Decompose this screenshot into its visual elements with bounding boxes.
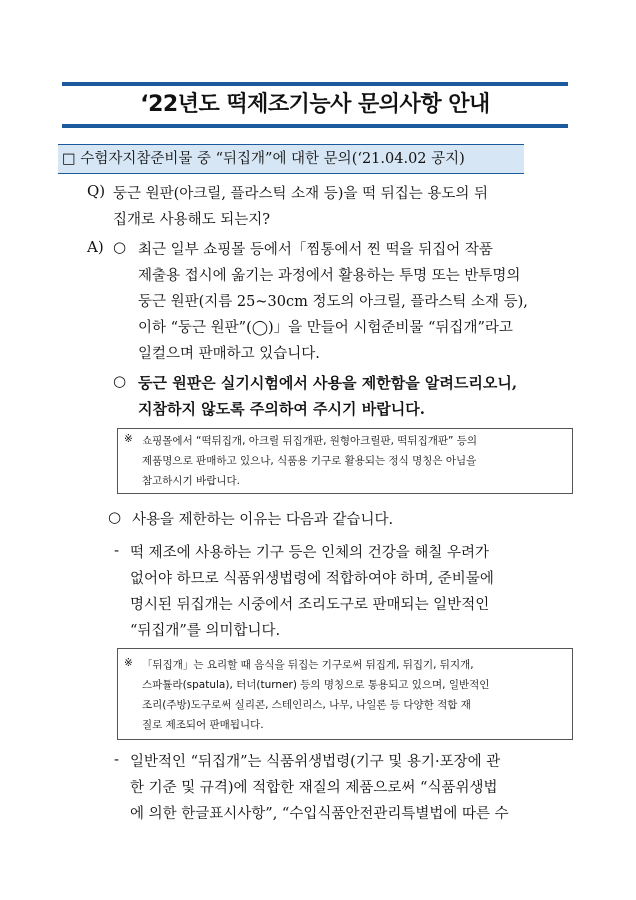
note-mark: ※	[124, 433, 133, 445]
question-line: 둥근 원판(아크릴, 플라스틱 소재 등)을 떡 뒤집는 용도의 뒤	[113, 186, 488, 202]
bullet-circle: ○	[113, 372, 127, 390]
note-mark: ※	[124, 657, 133, 669]
question-line: 집개로 사용해도 되는지?	[113, 212, 271, 228]
note-line: 스파튤라(spatula), 터너(turner) 등의 명칭으로 통용되고 있으며, 일반적인	[142, 679, 490, 691]
dash-item-line: 명시된 뒤집개는 시중에서 조리도구로 판매되는 일반적인	[130, 597, 490, 613]
note-line: 조리(주방)도구로써 실리콘, 스테인리스, 나무, 나일론 등 다양한 적합 재	[142, 699, 471, 711]
bullet-circle: ○	[113, 238, 127, 256]
note-box	[117, 428, 573, 494]
note-line: 쇼핑몰에서 “떡뒤집개, 아크릴 뒤집개판, 원형아크릴판, 떡뒤집개판” 등의	[142, 435, 478, 447]
title-block	[62, 82, 568, 128]
section-heading	[58, 144, 524, 174]
title-bottom-rule	[62, 124, 568, 128]
answer-p1-line: 이하 “둥근 원판”(◯)」을 만들어 시험준비물 “뒤집개”라고	[138, 320, 513, 336]
answer-p1-line: 제출용 접시에 옮기는 과정에서 활용하는 투명 또는 반투명의	[138, 268, 521, 284]
dash-item-line: “뒤집개”를 의미합니다.	[130, 623, 281, 639]
note-box	[117, 648, 573, 740]
answer-p2-line: 둥근 원판은 실기시험에서 사용을 제한함을 알려드리오니,	[138, 374, 518, 392]
bullet-circle: ○	[108, 508, 122, 526]
dash-item-line: 한 기준 및 규격)에 적합한 재질의 제품으로써 “식품위생법	[130, 780, 498, 796]
dash-item-line: 떡 제조에 사용하는 기구 등은 인체의 건강을 해칠 우려가	[130, 545, 490, 561]
section-heading-text: 수험자지참준비물 중 “뒤집개”에 대한 문의(‘21.04.02 공지)	[80, 151, 465, 167]
note-line: 참고하시기 바랍니다.	[142, 475, 240, 487]
dash-item-line: 일반적인 “뒤집개”는 식품위생법령(기구 및 용기·포장에 관	[130, 754, 501, 770]
dash-marker: -	[114, 750, 120, 768]
answer-p1-line: 최근 일부 쇼핑몰 등에서「찜통에서 찐 떡을 뒤집어 작품	[138, 242, 493, 258]
answer-p2-line: 지참하지 않도록 주의하여 주시기 바랍니다.	[138, 400, 425, 418]
note-line: 질로 제조되어 판매됩니다.	[142, 719, 264, 731]
note-line: 제품명으로 판매하고 있으나, 식품용 기구로 활용되는 정식 명칭은 아님을	[142, 455, 477, 467]
answer-p3-line: 사용을 제한하는 이유는 다음과 같습니다.	[132, 512, 394, 528]
answer-p1-line: 일컬으며 판매하고 있습니다.	[138, 346, 320, 362]
answer-p1-line: 둥근 원판(지름 25~30cm 정도의 아크릴, 플라스틱 소재 등),	[138, 294, 528, 310]
question-marker: Q)	[87, 182, 106, 200]
dash-item-line: 없어야 하므로 식품위생법령에 적합하여야 하며, 준비물에	[130, 571, 494, 587]
answer-marker: A)	[87, 238, 104, 256]
page-title: ‘22년도 떡제조기능사 문의사항 안내	[140, 92, 490, 117]
note-line: 「뒤집개」는 요리할 때 음식을 뒤집는 기구로써 뒤집게, 뒤집기, 뒤지개,	[142, 659, 474, 671]
section-box: □	[62, 151, 76, 167]
dash-marker: -	[114, 541, 120, 559]
dash-item-line: 에 의한 한글표시사항”, “수입식품안전관리특별법에 따른 수	[130, 806, 509, 822]
